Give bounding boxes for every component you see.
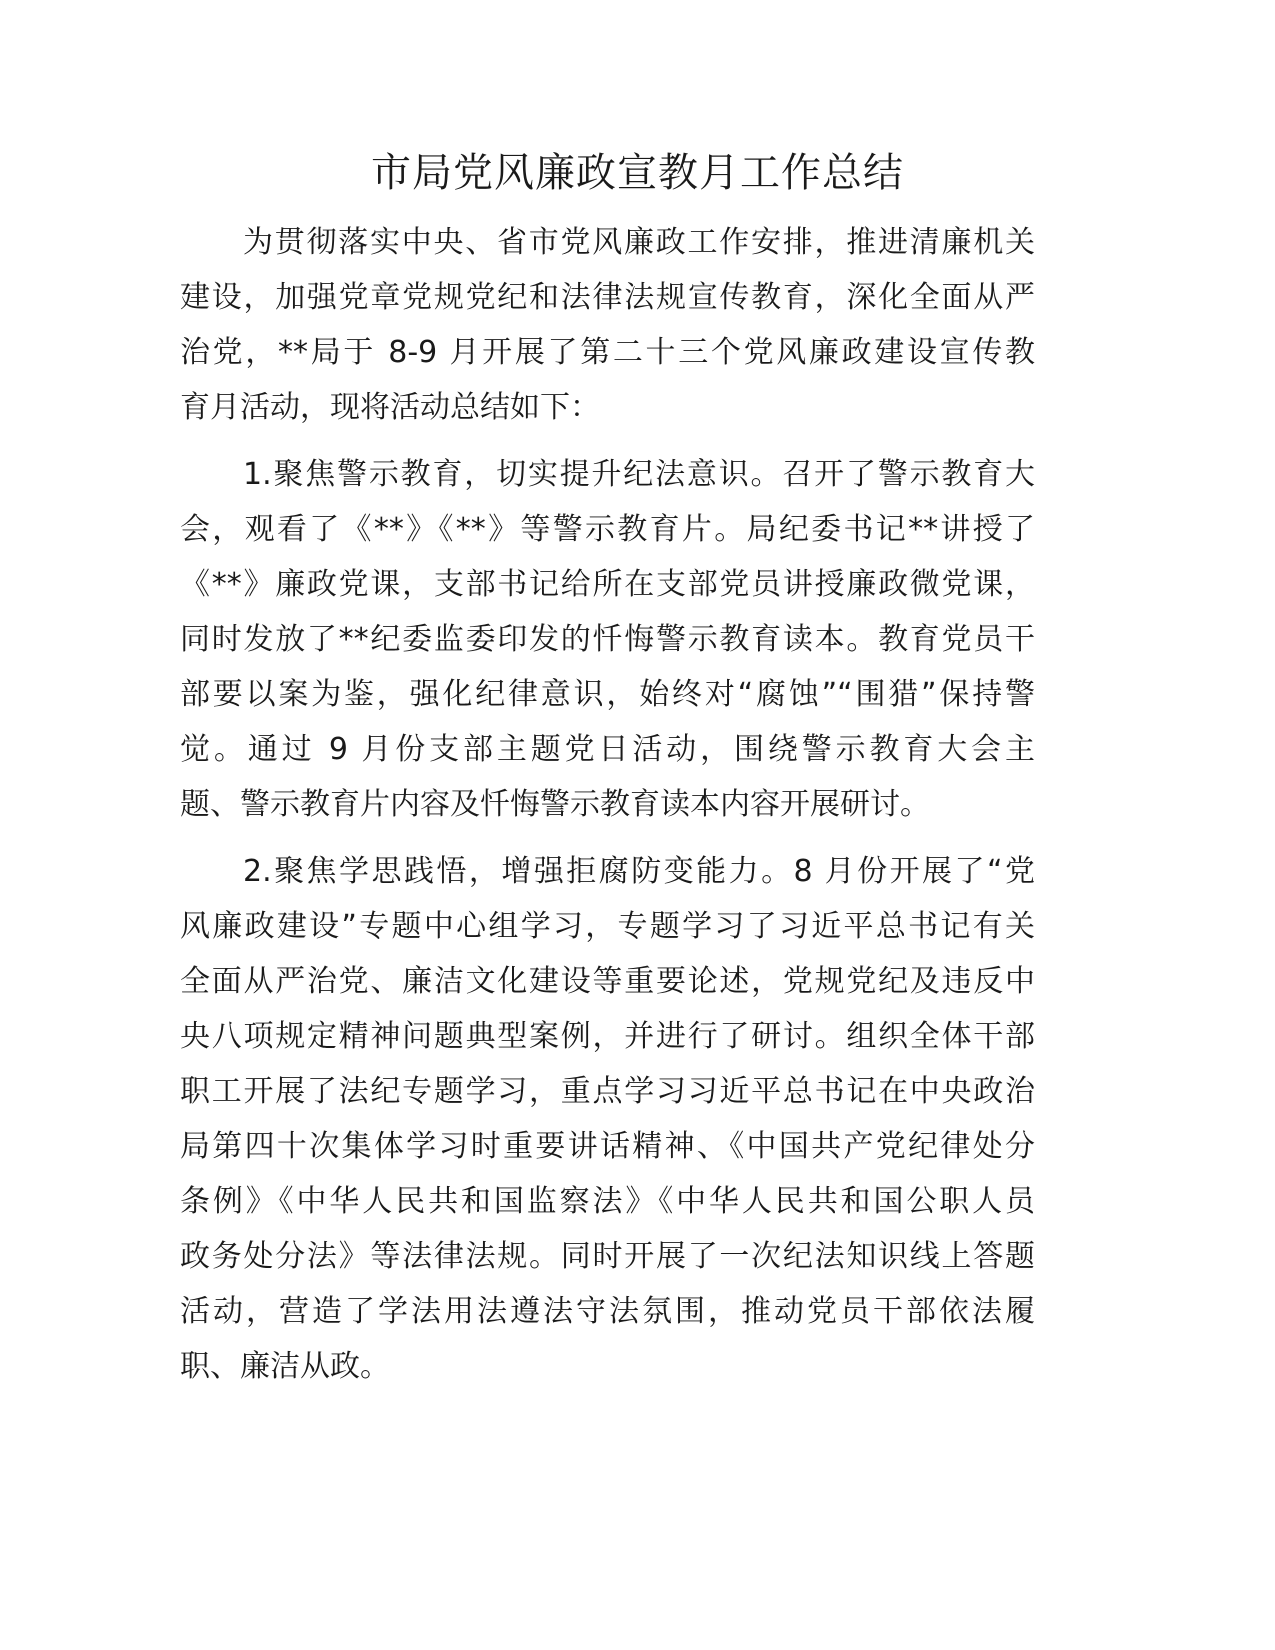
- text-line: 会，观看了《**》《**》等警示教育片。局纪委书记**讲授了: [180, 512, 1035, 547]
- text-line: 题、警示教育片内容及忏悔警示教育读本内容开展研讨。: [180, 787, 930, 822]
- text-line: 职工开展了法纪专题学习，重点学习习近平总书记在中央政治: [180, 1074, 1035, 1109]
- text-line: 2.聚焦学思践悟，增强拒腐防变能力。8 月份开展了“党: [243, 854, 1035, 889]
- text-line: 建设，加强党章党规党纪和法律法规宣传教育，深化全面从严: [180, 280, 1035, 315]
- document-title: 市局党风廉政宣教月工作总结: [371, 150, 904, 196]
- text-line: 同时发放了**纪委监委印发的忏悔警示教育读本。教育党员干: [180, 622, 1035, 657]
- text-line: 育月活动，现将活动总结如下：: [180, 390, 600, 425]
- text-line: 职、廉洁从政。: [180, 1349, 390, 1384]
- text-line: 觉。通过 9 月份支部主题党日活动，围绕警示教育大会主: [180, 732, 1035, 767]
- text-line: 条例》《中华人民共和国监察法》《中华人民共和国公职人员: [180, 1184, 1035, 1219]
- text-line: 政务处分法》等法律法规。同时开展了一次纪法知识线上答题: [180, 1239, 1035, 1274]
- paragraph: [180, 844, 1035, 1394]
- text-line: 央八项规定精神问题典型案例，并进行了研讨。组织全体干部: [180, 1019, 1035, 1054]
- text-line: 部要以案为鉴，强化纪律意识，始终对“腐蚀”“围猎”保持警: [180, 677, 1035, 712]
- text-line: 为贯彻落实中央、省市党风廉政工作安排，推进清廉机关: [243, 225, 1035, 260]
- text-line: 风廉政建设”专题中心组学习，专题学习了习近平总书记有关: [180, 909, 1035, 944]
- text-line: 活动，营造了学法用法遵法守法氛围，推动党员干部依法履: [180, 1294, 1035, 1329]
- paragraph: [180, 215, 1035, 435]
- text-line: 全面从严治党、廉洁文化建设等重要论述，党规党纪及违反中: [180, 964, 1035, 999]
- text-line: 治党，**局于 8-9 月开展了第二十三个党风廉政建设宣传教: [180, 335, 1035, 370]
- text-line: 《**》廉政党课，支部书记给所在支部党员讲授廉政微党课，: [180, 567, 1035, 602]
- text-line: 局第四十次集体学习时重要讲话精神、《中国共产党纪律处分: [180, 1129, 1035, 1164]
- text-line: 1.聚焦警示教育，切实提升纪法意识。召开了警示教育大: [243, 457, 1035, 492]
- paragraph: [180, 447, 1035, 832]
- document-body: [180, 215, 1035, 1406]
